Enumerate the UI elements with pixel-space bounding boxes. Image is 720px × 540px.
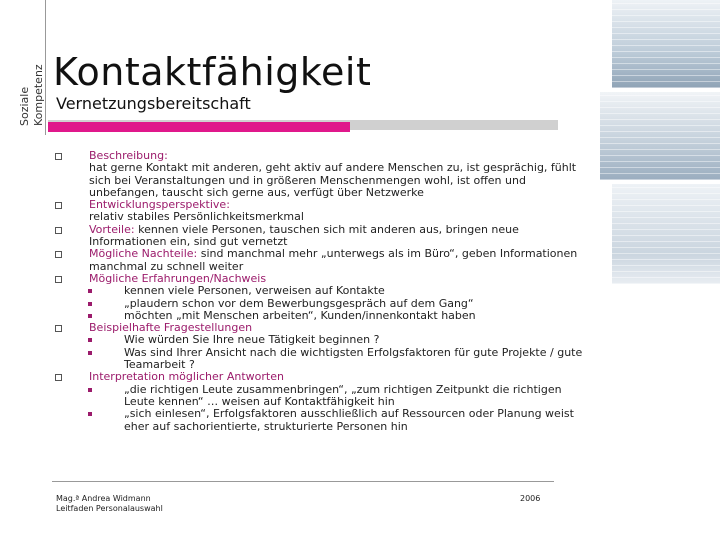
bullet-square-icon xyxy=(55,325,62,332)
bullet-dot-icon xyxy=(88,338,92,342)
side-title-line2: Kompetenz xyxy=(32,64,45,126)
sub-item: kennen viele Personen, verweisen auf Kontakte xyxy=(52,285,592,297)
bullet-dot-icon xyxy=(88,289,92,293)
sub-item: möchten „mit Menschen arbeiten“, Kunden/innenkontakt haben xyxy=(52,310,592,322)
footer-doc: Leitfaden Personalauswahl xyxy=(56,504,163,513)
list-item: Mögliche Erfahrungen/Nachweis xyxy=(52,273,592,285)
decorative-photo-strip xyxy=(592,0,720,284)
bullet-square-icon xyxy=(55,227,62,234)
list-item: Beispielhafte Fragestellungen xyxy=(52,322,592,334)
list-item: Interpretation möglicher Antworten xyxy=(52,371,592,383)
bullet-square-icon xyxy=(55,374,62,381)
sub-item: „plaudern schon vor dem Bewerbungsgespräch auf dem Gang“ xyxy=(52,298,592,310)
list-item: Beschreibung: hat gerne Kontakt mit anderen, geht aktiv auf andere Menschen zu, ist gesprächig, fühlt sich bei Veranstaltungen und in größeren Menschenmengen wohl, ist offen und unbefangen, tauscht sich gerne aus, verfügt über Netzwerke xyxy=(52,150,592,199)
footer-year: 2006 xyxy=(520,494,541,503)
sub-item: Was sind Ihrer Ansicht nach die wichtigsten Erfolgsfaktoren für gute Projekte / gute Teamarbeit ? xyxy=(52,347,592,372)
vertical-divider xyxy=(45,0,46,135)
sub-item: „sich einlesen“, Erfolgsfaktoren ausschließlich auf Ressourcen oder Planung weist eher auf sachorientierte, strukturierte Personen hin xyxy=(52,408,592,433)
sub-item: Wie würden Sie Ihre neue Tätigkeit beginnen ? xyxy=(52,334,592,346)
footer-author: Mag.ª Andrea Widmann xyxy=(56,494,151,503)
bullet-list xyxy=(52,150,592,433)
list-item: Entwicklungsperspektive: relativ stabiles Persönlichkeitsmerkmal xyxy=(52,199,592,224)
footer-rule xyxy=(52,481,554,482)
faded-photo xyxy=(612,184,720,284)
page-subtitle: Vernetzungsbereitschaft xyxy=(56,94,251,113)
bullet-square-icon xyxy=(55,276,62,283)
sub-item: „die richtigen Leute zusammenbringen“, „zum richtigen Zeitpunkt die richtigen Leute kennen“ … weisen auf Kontaktfähigkeit hin xyxy=(52,384,592,409)
bullet-dot-icon xyxy=(88,314,92,318)
bullet-square-icon xyxy=(55,251,62,258)
bullet-dot-icon xyxy=(88,302,92,306)
list-item: Vorteile: kennen viele Personen, tauschen sich mit anderen aus, bringen neue Informationen ein, sind gut vernetzt xyxy=(52,224,592,249)
footer-info xyxy=(56,494,163,514)
bullet-dot-icon xyxy=(88,351,92,355)
list-item: Mögliche Nachteile: sind manchmal mehr „unterwegs als im Büro“, geben Informationen manchmal zu schnell weiter xyxy=(52,248,592,273)
side-title xyxy=(6,2,46,132)
side-title-line1: Soziale xyxy=(18,86,31,126)
graduation-cap-photo xyxy=(600,92,720,180)
graduates-photo xyxy=(612,0,720,88)
bullet-square-icon xyxy=(55,202,62,209)
title-rule-accent xyxy=(48,122,350,132)
bullet-square-icon xyxy=(55,153,62,160)
page-title: Kontaktfähigkeit xyxy=(53,50,372,94)
bullet-dot-icon xyxy=(88,412,92,416)
bullet-dot-icon xyxy=(88,388,92,392)
